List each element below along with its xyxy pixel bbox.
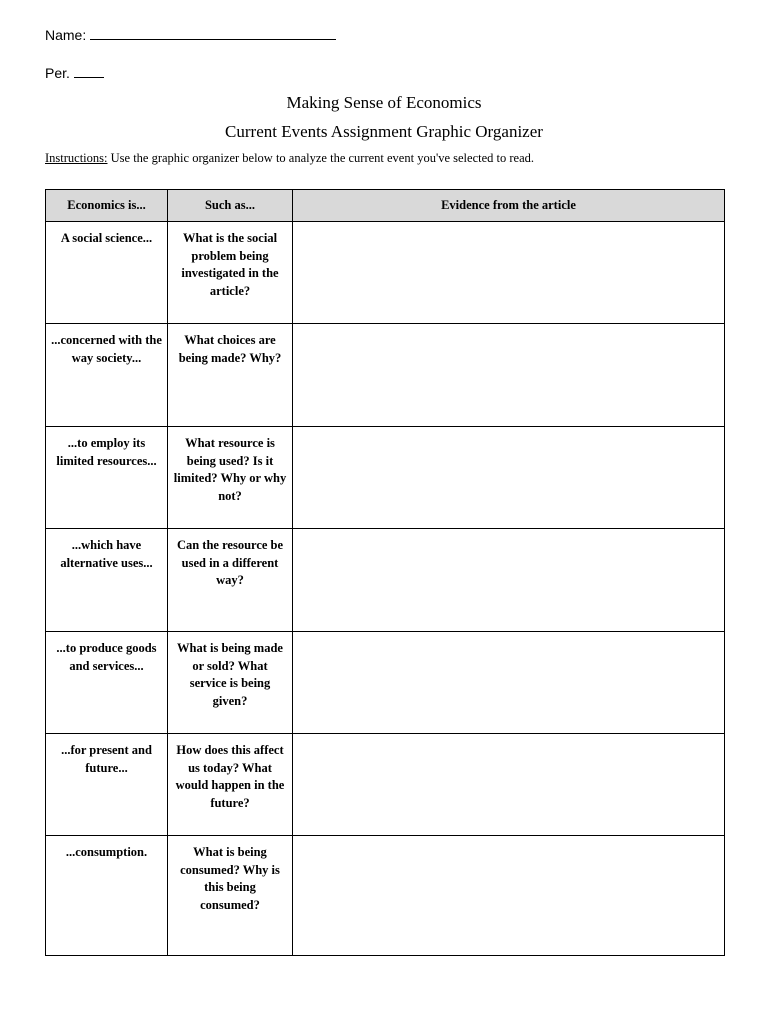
- concept-cell: ...consumption.: [46, 836, 168, 956]
- name-field[interactable]: [90, 27, 336, 40]
- evidence-cell[interactable]: [293, 529, 725, 632]
- period-field[interactable]: [74, 65, 104, 78]
- table-header-row: [46, 190, 725, 222]
- table-row: [46, 632, 725, 734]
- header-such-as: Such as...: [168, 190, 293, 222]
- concept-cell: ...which have alternative uses...: [46, 529, 168, 632]
- header-evidence: Evidence from the article: [293, 190, 725, 222]
- table-row: [46, 222, 725, 324]
- header-economics-is: Economics is...: [46, 190, 168, 222]
- evidence-cell[interactable]: [293, 632, 725, 734]
- concept-cell: ...to employ its limited resources...: [46, 427, 168, 529]
- question-cell: What choices are being made? Why?: [168, 324, 293, 427]
- table-row: [46, 836, 725, 956]
- table-row: [46, 734, 725, 836]
- table-row: [46, 529, 725, 632]
- period-label: Per.: [45, 65, 70, 81]
- concept-cell: A social science...: [46, 222, 168, 324]
- question-cell: What is being consumed? Why is this being consumed?: [168, 836, 293, 956]
- document-title: Making Sense of Economics: [286, 93, 482, 112]
- name-line: [45, 27, 336, 43]
- graphic-organizer-table: [45, 189, 725, 956]
- instructions: [45, 151, 534, 166]
- evidence-cell[interactable]: [293, 324, 725, 427]
- concept-cell: ...to produce goods and services...: [46, 632, 168, 734]
- question-cell: What is being made or sold? What service is being given?: [168, 632, 293, 734]
- concept-cell: ...for present and future...: [46, 734, 168, 836]
- question-cell: How does this affect us today? What would happen in the future?: [168, 734, 293, 836]
- instructions-text: Use the graphic organizer below to analyze the current event you've selected to read.: [107, 151, 534, 165]
- question-cell: What resource is being used? Is it limited? Why or why not?: [168, 427, 293, 529]
- table-row: [46, 427, 725, 529]
- concept-cell: ...concerned with the way society...: [46, 324, 168, 427]
- instructions-label: Instructions:: [45, 151, 108, 165]
- evidence-cell[interactable]: [293, 427, 725, 529]
- name-label: Name:: [45, 27, 87, 43]
- question-cell: Can the resource be used in a different way?: [168, 529, 293, 632]
- table-row: [46, 324, 725, 427]
- period-line: [45, 65, 104, 81]
- evidence-cell[interactable]: [293, 734, 725, 836]
- evidence-cell[interactable]: [293, 222, 725, 324]
- evidence-cell[interactable]: [293, 836, 725, 956]
- document-subtitle: Current Events Assignment Graphic Organizer: [225, 122, 543, 141]
- question-cell: What is the social problem being investigated in the article?: [168, 222, 293, 324]
